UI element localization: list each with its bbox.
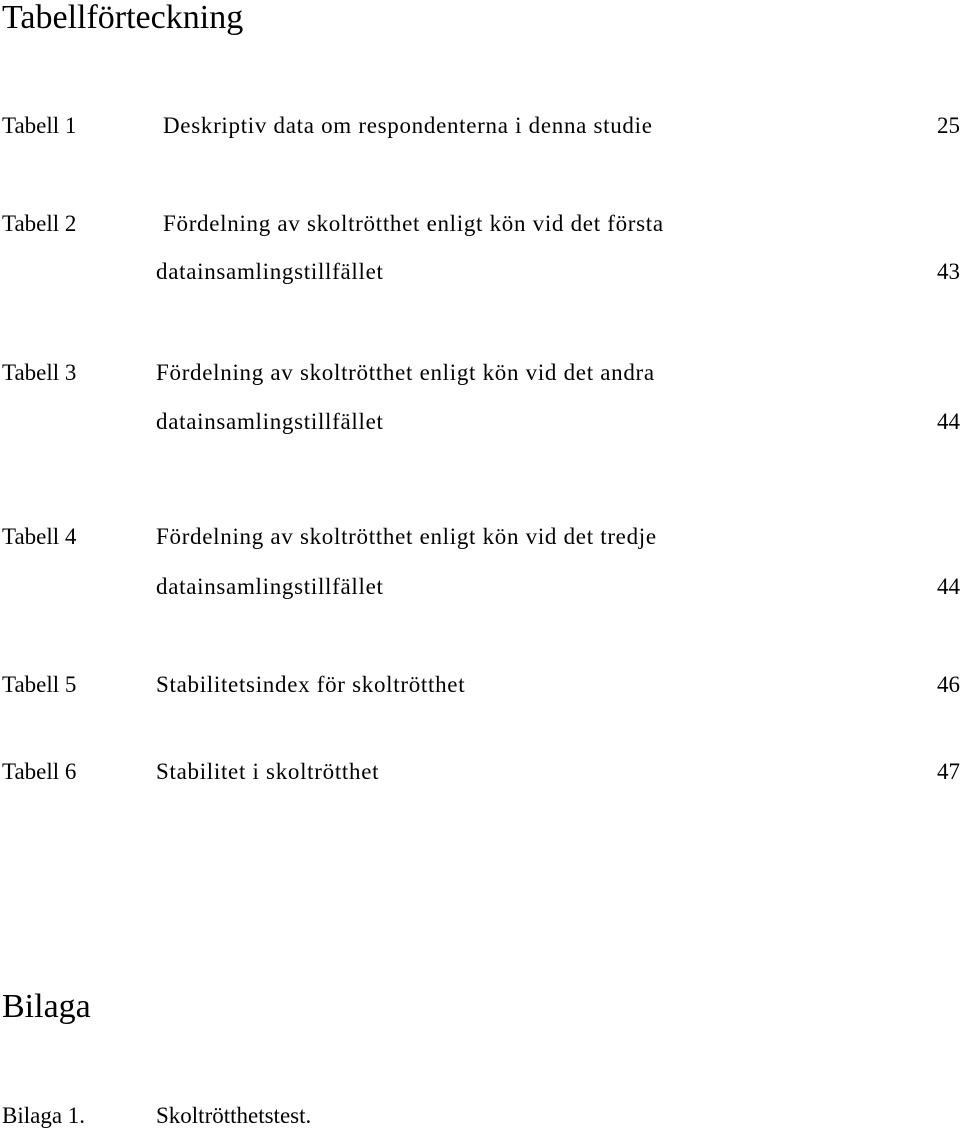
entry-label: Tabell 5 bbox=[2, 672, 77, 697]
entry-page-number: 25 bbox=[937, 113, 960, 138]
entry-label: Tabell 4 bbox=[2, 524, 77, 549]
entry-title-line-2: datainsamlingstillfället bbox=[156, 409, 384, 434]
entry-label: Tabell 6 bbox=[2, 759, 77, 784]
entry-label: Tabell 1 bbox=[2, 113, 77, 138]
page-title: Tabellförteckning bbox=[2, 0, 244, 36]
entry-page-number: 46 bbox=[937, 672, 960, 697]
entry-title-line-1: Fördelning av skoltrötthet enligt kön vid det tredje bbox=[156, 524, 657, 549]
appendix-label: Bilaga 1. bbox=[2, 1103, 86, 1128]
entry-title: Deskriptiv data om respondenterna i denna studie bbox=[163, 113, 653, 138]
appendix-title: Skoltrötthetstest. bbox=[156, 1103, 312, 1128]
entry-title-line-1: Fördelning av skoltrötthet enligt kön vid det första bbox=[163, 211, 664, 236]
entry-page-number: 44 bbox=[937, 409, 960, 434]
entry-title: Stabilitetsindex för skoltrötthet bbox=[156, 672, 466, 697]
entry-page-number: 44 bbox=[937, 574, 960, 599]
entry-title-line-2: datainsamlingstillfället bbox=[156, 574, 384, 599]
entry-page-number: 47 bbox=[937, 759, 960, 784]
entry-title-line-1: Fördelning av skoltrötthet enligt kön vid det andra bbox=[156, 360, 655, 385]
appendix-heading: Bilaga bbox=[2, 988, 91, 1025]
entry-label: Tabell 2 bbox=[2, 211, 77, 236]
entry-label: Tabell 3 bbox=[2, 360, 77, 385]
entry-title-line-2: datainsamlingstillfället bbox=[156, 259, 384, 284]
entry-page-number: 43 bbox=[937, 259, 960, 284]
entry-title: Stabilitet i skoltrötthet bbox=[156, 759, 380, 784]
